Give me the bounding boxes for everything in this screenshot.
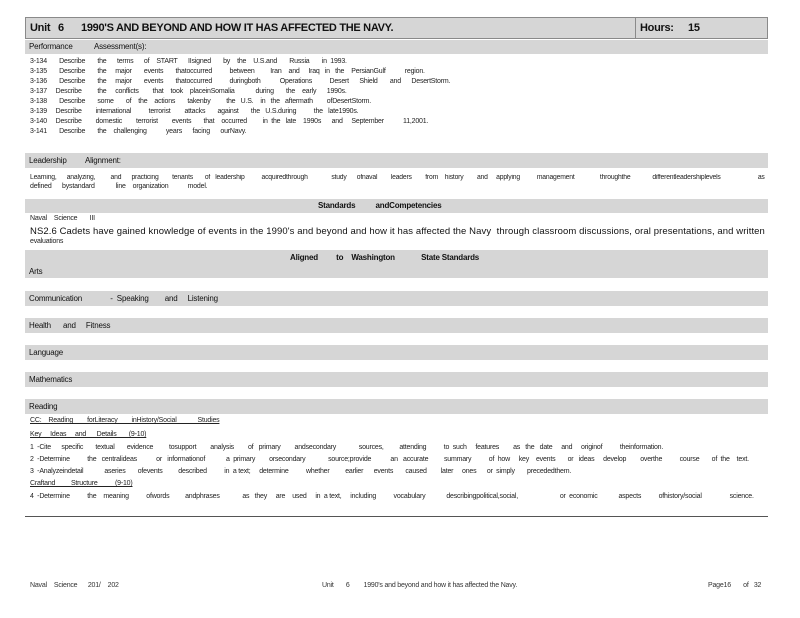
unit-title: 1990'S AND BEYOND AND HOW IT HAS AFFECTED THE NAVY. [81,22,394,34]
header-divider [635,18,636,38]
performance-item: 3-139 Describe international terrorist attacks against the U.S.during the late1990s. [30,108,359,115]
performance-item: 3-141 Describe the challenging years facing ourNavy. [30,128,247,135]
leadership-text-line1: Learning, analyzing, and practicing tenants of leadership acquiredthrough study ofnaval leaders from history and applying management throughthe differentleadershiplevels as [30,174,765,181]
assessment-label: Assessment(s): [94,42,147,51]
performance-item: 3-136 Describe the major events thatoccurred duringboth Operations Desert Shield and DesertStorm. [30,78,451,85]
reading-item: 3 -Analyzeindetail aseries ofevents described in a text; determine whether earlier events caused later ones or simply precededthem. [30,468,572,475]
unit-label: Unit [30,22,51,34]
unit-number: 6 [58,22,64,34]
footer-course: Naval Science 201/ 202 [30,582,119,589]
aligned-label: Aligned to Washington State Standards [290,253,480,262]
hours-label: Hours: [640,22,674,34]
key-ideas-heading: Key Ideas and Details (9-10) [30,431,147,438]
footer-unit: Unit 6 1990's and beyond and how it has affected the Navy. [322,582,518,589]
reading-label: Reading [29,402,58,411]
competency-text-cont: evaluations [30,238,64,245]
standards-label: Standards andCompetencies [318,201,442,210]
performance-item: 3-134 Describe the terms of START IIsigned by the U.S.and Russia in 1993. [30,58,347,65]
language-row [25,345,768,360]
craft-structure-heading: Craftand Structure (9-10) [30,480,133,487]
unit-header-bar [25,17,768,39]
course-name: Naval Science III [30,215,95,222]
communication-label: Communication - Speaking and Listening [29,294,218,303]
mathematics-row [25,372,768,387]
mathematics-label: Mathematics [29,375,73,384]
health-row [25,318,768,333]
performance-item: 3-135 Describe the major events thatoccurred between Iran and Iraq in the PersianGulf region. [30,68,425,75]
health-label: Health and Fitness [29,321,111,330]
communication-row [25,291,768,306]
section-divider [25,516,768,517]
reading-item: 1 -Cite specific textual evidence tosupport analysis of primary andsecondary sources, attending to such features as the date and originof theinformation. [30,444,664,451]
hours-value: 15 [688,22,700,34]
leadership-label: Leadership [29,156,67,165]
language-label: Language [29,348,63,357]
performance-item: 3-137 Describe the conflicts that took placeinSomalia during the early 1990s. [30,88,347,95]
reading-cc-line: CC: Reading forLiteracy inHistory/Social Studies [30,417,220,424]
footer-page: Page16 of 32 [708,582,762,589]
performance-header-row [25,40,768,54]
leadership-header-row [25,153,768,168]
alignment-label: Alignment: [85,156,121,165]
standards-header-row [25,199,768,213]
reading-item: 4 -Determine the meaning ofwords andphrases as they are used in a text, including vocabulary describingpolitical,social, or economic aspects ofhistory/social science. [30,493,754,500]
performance-item: 3-140 Describe domestic terrorist events that occurred in the late 1990s and September 11,2001. [30,118,429,125]
reading-row [25,399,768,414]
reading-item: 2 -Determine the centralideas or informationof a primary orsecondary source;provide an accurate summary of how key events or ideas develop overthe course of the text. [30,456,749,463]
aligned-header-row [25,250,768,278]
performance-item: 3-138 Describe some of the actions takenby the U.S. in the aftermath ofDesertStorm. [30,98,372,105]
leadership-text-line2: defined bystandard line organization model. [30,183,208,190]
performance-label: Performance [29,42,73,51]
arts-label: Arts [29,267,43,276]
competency-text: NS2.6 Cadets have gained knowledge of events in the 1990's and beyond and how it has affected the Navy through classroom discussions, oral presentations, and written [30,226,765,237]
